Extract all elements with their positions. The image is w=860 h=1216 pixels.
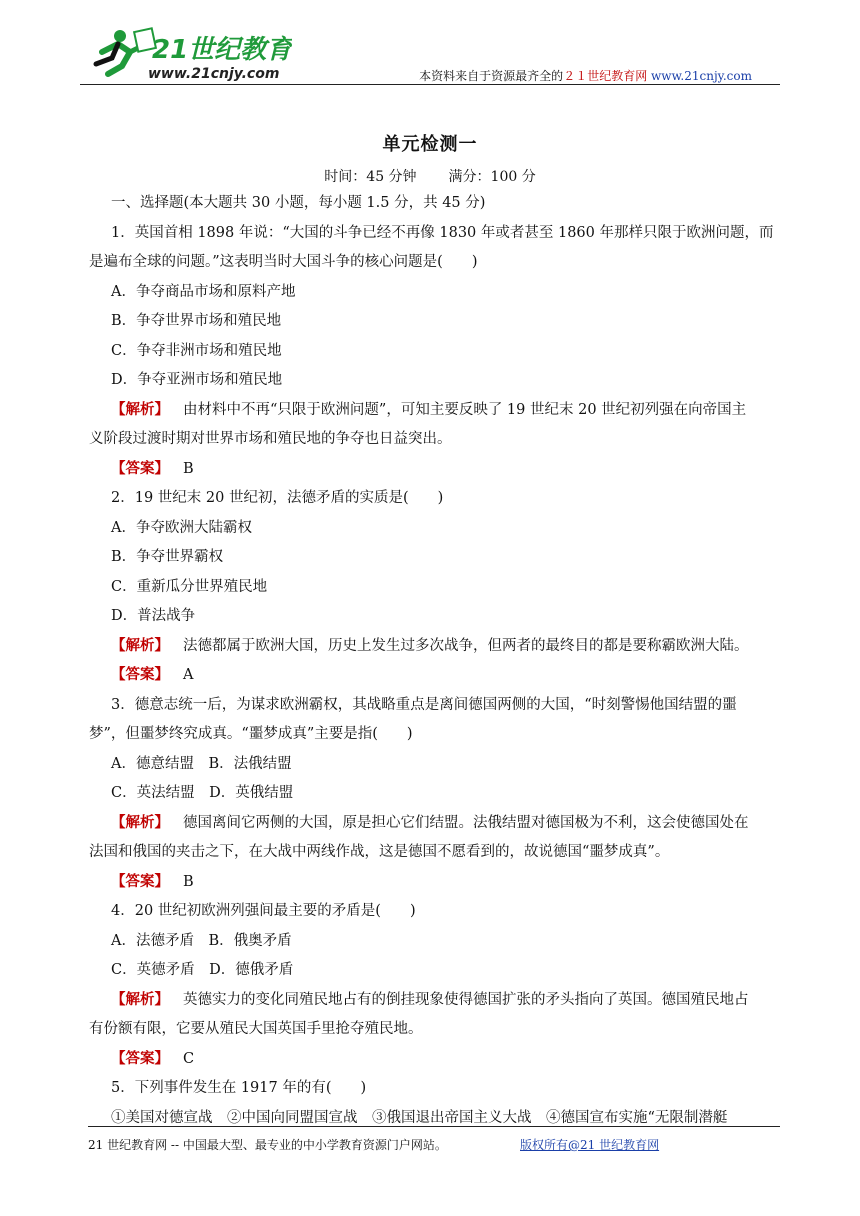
answer-value: C [183,1051,195,1067]
question-5-stem: 5．下列事件发生在 1917 年的有( ) [111,1080,367,1096]
analysis-label: 【解析】 [111,637,169,654]
question-1-analysis [111,399,746,421]
analysis-label: 【解析】 [111,401,169,418]
question-4-options-cd: C．英德矛盾 D．德俄矛盾 [111,962,294,978]
question-3-analysis [111,812,749,834]
exam-score: 满分：100 分 [448,169,536,185]
footer-copyright-link[interactable]: 版权所有@21 世纪教育网 [520,1138,660,1152]
source-prefix: 本资料来自于资源最齐全的 [419,69,564,83]
page-footer [80,1126,780,1156]
answer-value: B [183,461,194,477]
source-site: ２１世纪教育网 [563,69,648,83]
answer-label: 【答案】 [111,1050,169,1067]
question-1-analysis-cont: 义阶段过渡时期对世界市场和殖民地的争夺也日益突出。 [89,431,452,447]
source-notice [419,67,752,84]
question-2-stem: 2．19 世纪末 20 世纪初，法德矛盾的实质是( ) [111,490,444,506]
question-3-analysis-cont: 法国和俄国的夹击之下，在大战中两线作战，这是德国不愿看到的，故说德国“噩梦成真”。 [89,844,670,860]
answer-label: 【答案】 [111,666,169,683]
question-3-options-ab: A．德意结盟 B．法俄结盟 [111,756,292,772]
runner-icon [96,28,156,74]
question-3-options-cd: C．英法结盟 D．英俄结盟 [111,785,294,801]
site-logo [82,22,292,84]
question-2-answer [111,664,193,686]
question-5-items: ①美国对德宣战 ②中国向同盟国宣战 ③俄国退出帝国主义大战 ④德国宣布实施“无限制潜艇 [111,1110,728,1126]
question-4-stem: 4．20 世纪初欧洲列强间最主要的矛盾是( ) [111,903,416,919]
analysis-text: 法德都属于欧洲大国，历史上发生过多次战争，但两者的最终目的都是要称霸欧洲大陆。 [183,638,749,654]
answer-value: A [183,667,194,683]
question-3-stem-cont: 梦”，但噩梦终究成真。“噩梦成真”主要是指( ) [89,726,413,742]
question-1-answer [111,458,194,480]
question-2-option-d: D．普法战争 [111,608,196,624]
question-3-stem: 3．德意志统一后，为谋求欧洲霸权，其战略重点是离间德国两侧的大国，“时刻警惕他国结盟的噩 [111,697,737,713]
question-2-analysis [111,635,749,657]
question-2-option-a: A．争夺欧洲大陆霸权 [111,520,252,536]
analysis-text: 由材料中不再“只限于欧洲问题”，可知主要反映了 19 世纪末 20 世纪初列强在向帝国主 [183,402,747,418]
answer-label: 【答案】 [111,460,169,477]
question-1-option-d: D．争夺亚洲市场和殖民地 [111,372,283,388]
footer-site-description: 21 世纪教育网 -- 中国最大型、最专业的中小学教育资源门户网站。 [88,1138,447,1152]
question-3-answer [111,871,194,893]
question-1-option-b: B．争夺世界市场和殖民地 [111,313,282,329]
question-1-stem: 1．英国首相 1898 年说：“大国的斗争已经不再像 1830 年或者甚至 1860 年那样只限于欧洲问题，而 [111,225,774,241]
question-2-option-b: B．争夺世界霸权 [111,549,224,565]
exam-time: 时间：45 分钟 [324,169,417,185]
section-heading: 一、选择题(本大题共 30 小题，每小题 1.5 分，共 45 分) [111,195,486,211]
question-1-stem-cont: 是遍布全球的问题。”这表明当时大国斗争的核心问题是( ) [89,254,478,270]
analysis-text: 德国离间它两侧的大国，原是担心它们结盟。法俄结盟对德国极为不利，这会使德国处在 [183,815,749,831]
question-4-analysis [111,989,749,1011]
page-header [80,18,780,88]
question-4-answer [111,1048,194,1070]
page-title: 单元检测一 [382,134,478,155]
footer-divider [88,1126,780,1127]
logo-wordmark: 21世纪教育 [152,35,292,65]
answer-value: B [183,874,194,890]
header-divider [80,84,780,85]
question-1-option-c: C．争夺非洲市场和殖民地 [111,343,282,359]
question-1-option-a: A．争夺商品市场和原料产地 [111,284,296,300]
exam-meta [0,166,860,186]
answer-label: 【答案】 [111,873,169,890]
question-2-option-c: C．重新瓜分世界殖民地 [111,579,268,595]
analysis-label: 【解析】 [111,814,169,831]
source-url-link[interactable]: www.21cnjy.com [651,69,752,83]
logo-url: www.21cnjy.com [148,66,280,82]
analysis-label: 【解析】 [111,991,169,1008]
question-4-options-ab: A．法德矛盾 B．俄奥矛盾 [111,933,292,949]
analysis-text: 英德实力的变化同殖民地占有的倒挂现象使得德国扩张的矛头指向了英国。德国殖民地占 [183,992,749,1008]
question-4-analysis-cont: 有份额有限，它要从殖民大国英国手里抢夺殖民地。 [89,1021,423,1037]
